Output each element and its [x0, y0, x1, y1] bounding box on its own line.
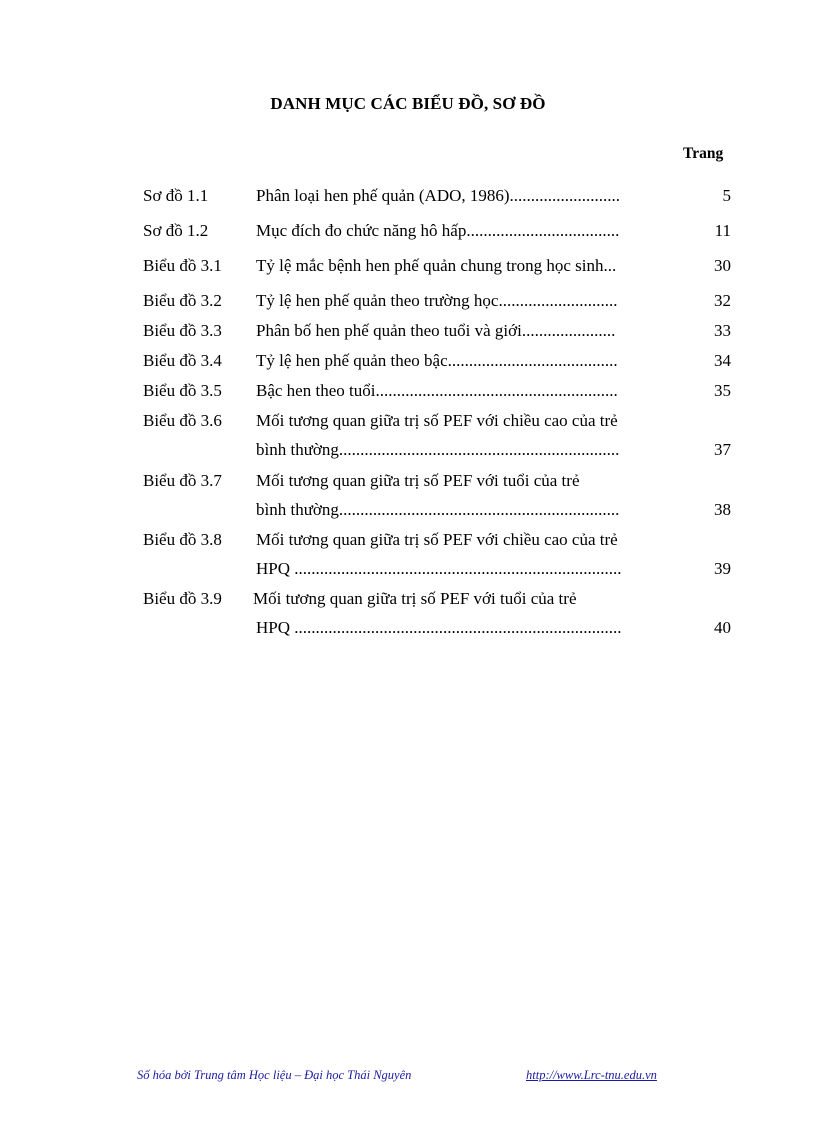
list-item	[143, 290, 731, 312]
entry-page: 33	[714, 321, 731, 340]
list-item	[143, 470, 731, 522]
entry-page: 34	[714, 351, 731, 370]
list-item	[143, 588, 731, 640]
list-item	[143, 320, 731, 342]
entry-label: Biểu đồ 3.6	[143, 411, 222, 430]
entry-label: Sơ đồ 1.2	[143, 221, 209, 240]
entry-label: Biểu đồ 3.3	[143, 321, 222, 340]
entry-page: 39	[714, 559, 731, 578]
entry-title-line1: Mối tương quan giữa trị số PEF với chiều cao của trẻ	[256, 530, 618, 549]
list-item	[143, 255, 731, 277]
entry-title-line2: bình thường..................................................................	[256, 440, 620, 459]
entry-page: 37	[714, 440, 731, 459]
entry-page: 40	[714, 618, 731, 637]
entry-page: 35	[714, 381, 731, 400]
entry-title: Phân loại hen phế quản (ADO, 1986)..........................	[256, 186, 621, 205]
page-title: DANH MỤC CÁC BIỂU ĐỒ, SƠ ĐỒ	[270, 94, 546, 113]
entry-title: Tỷ lệ hen phế quản theo bậc........................................	[256, 351, 618, 370]
list-item	[143, 350, 731, 372]
footer-link[interactable]: http://www.Lrc-tnu.edu.vn	[526, 1068, 657, 1082]
footer-credit: Số hóa bởi Trung tâm Học liệu – Đại học Thái Nguyên	[137, 1068, 412, 1082]
entry-title: Bậc hen theo tuổi.........................................................	[256, 381, 618, 400]
list-item	[143, 380, 731, 402]
entry-title-line2: HPQ .............................................................................	[256, 559, 622, 578]
entry-label: Biểu đồ 3.2	[143, 291, 222, 310]
entry-title: Mục đích đo chức năng hô hấp....................................	[256, 221, 620, 240]
entry-page: 5	[722, 186, 731, 205]
entry-title-line2: bình thường..................................................................	[256, 500, 620, 519]
entry-title-line1: Mối tương quan giữa trị số PEF với tuổi của trẻ	[253, 589, 577, 608]
entry-title: Tỷ lệ hen phế quản theo trường học............................	[256, 291, 618, 310]
entry-label: Sơ đồ 1.1	[143, 186, 209, 205]
entry-page: 32	[714, 291, 731, 310]
entry-title: Phân bố hen phế quản theo tuổi và giới......................	[256, 321, 616, 340]
entry-page: 38	[714, 500, 731, 519]
entry-label: Biểu đồ 3.4	[143, 351, 222, 370]
entry-title: Tỷ lệ mắc bệnh hen phế quản chung trong học sinh...	[256, 256, 617, 275]
entry-title-line1: Mối tương quan giữa trị số PEF với chiều cao của trẻ	[256, 411, 618, 430]
list-item	[143, 185, 731, 207]
entry-title-line2: HPQ .............................................................................	[256, 618, 622, 637]
entry-label: Biểu đồ 3.1	[143, 256, 222, 275]
entry-label: Biểu đồ 3.8	[143, 530, 222, 549]
entry-page: 30	[714, 256, 731, 275]
entry-page: 11	[714, 221, 731, 240]
list-item	[143, 529, 731, 581]
list-item	[143, 220, 731, 242]
page-column-header: Trang	[683, 145, 724, 162]
list-item	[143, 410, 731, 462]
entry-label: Biểu đồ 3.5	[143, 381, 222, 400]
entry-title-line1: Mối tương quan giữa trị số PEF với tuổi của trẻ	[256, 471, 580, 490]
entry-label: Biểu đồ 3.9	[143, 589, 222, 608]
entry-label: Biểu đồ 3.7	[143, 471, 222, 490]
